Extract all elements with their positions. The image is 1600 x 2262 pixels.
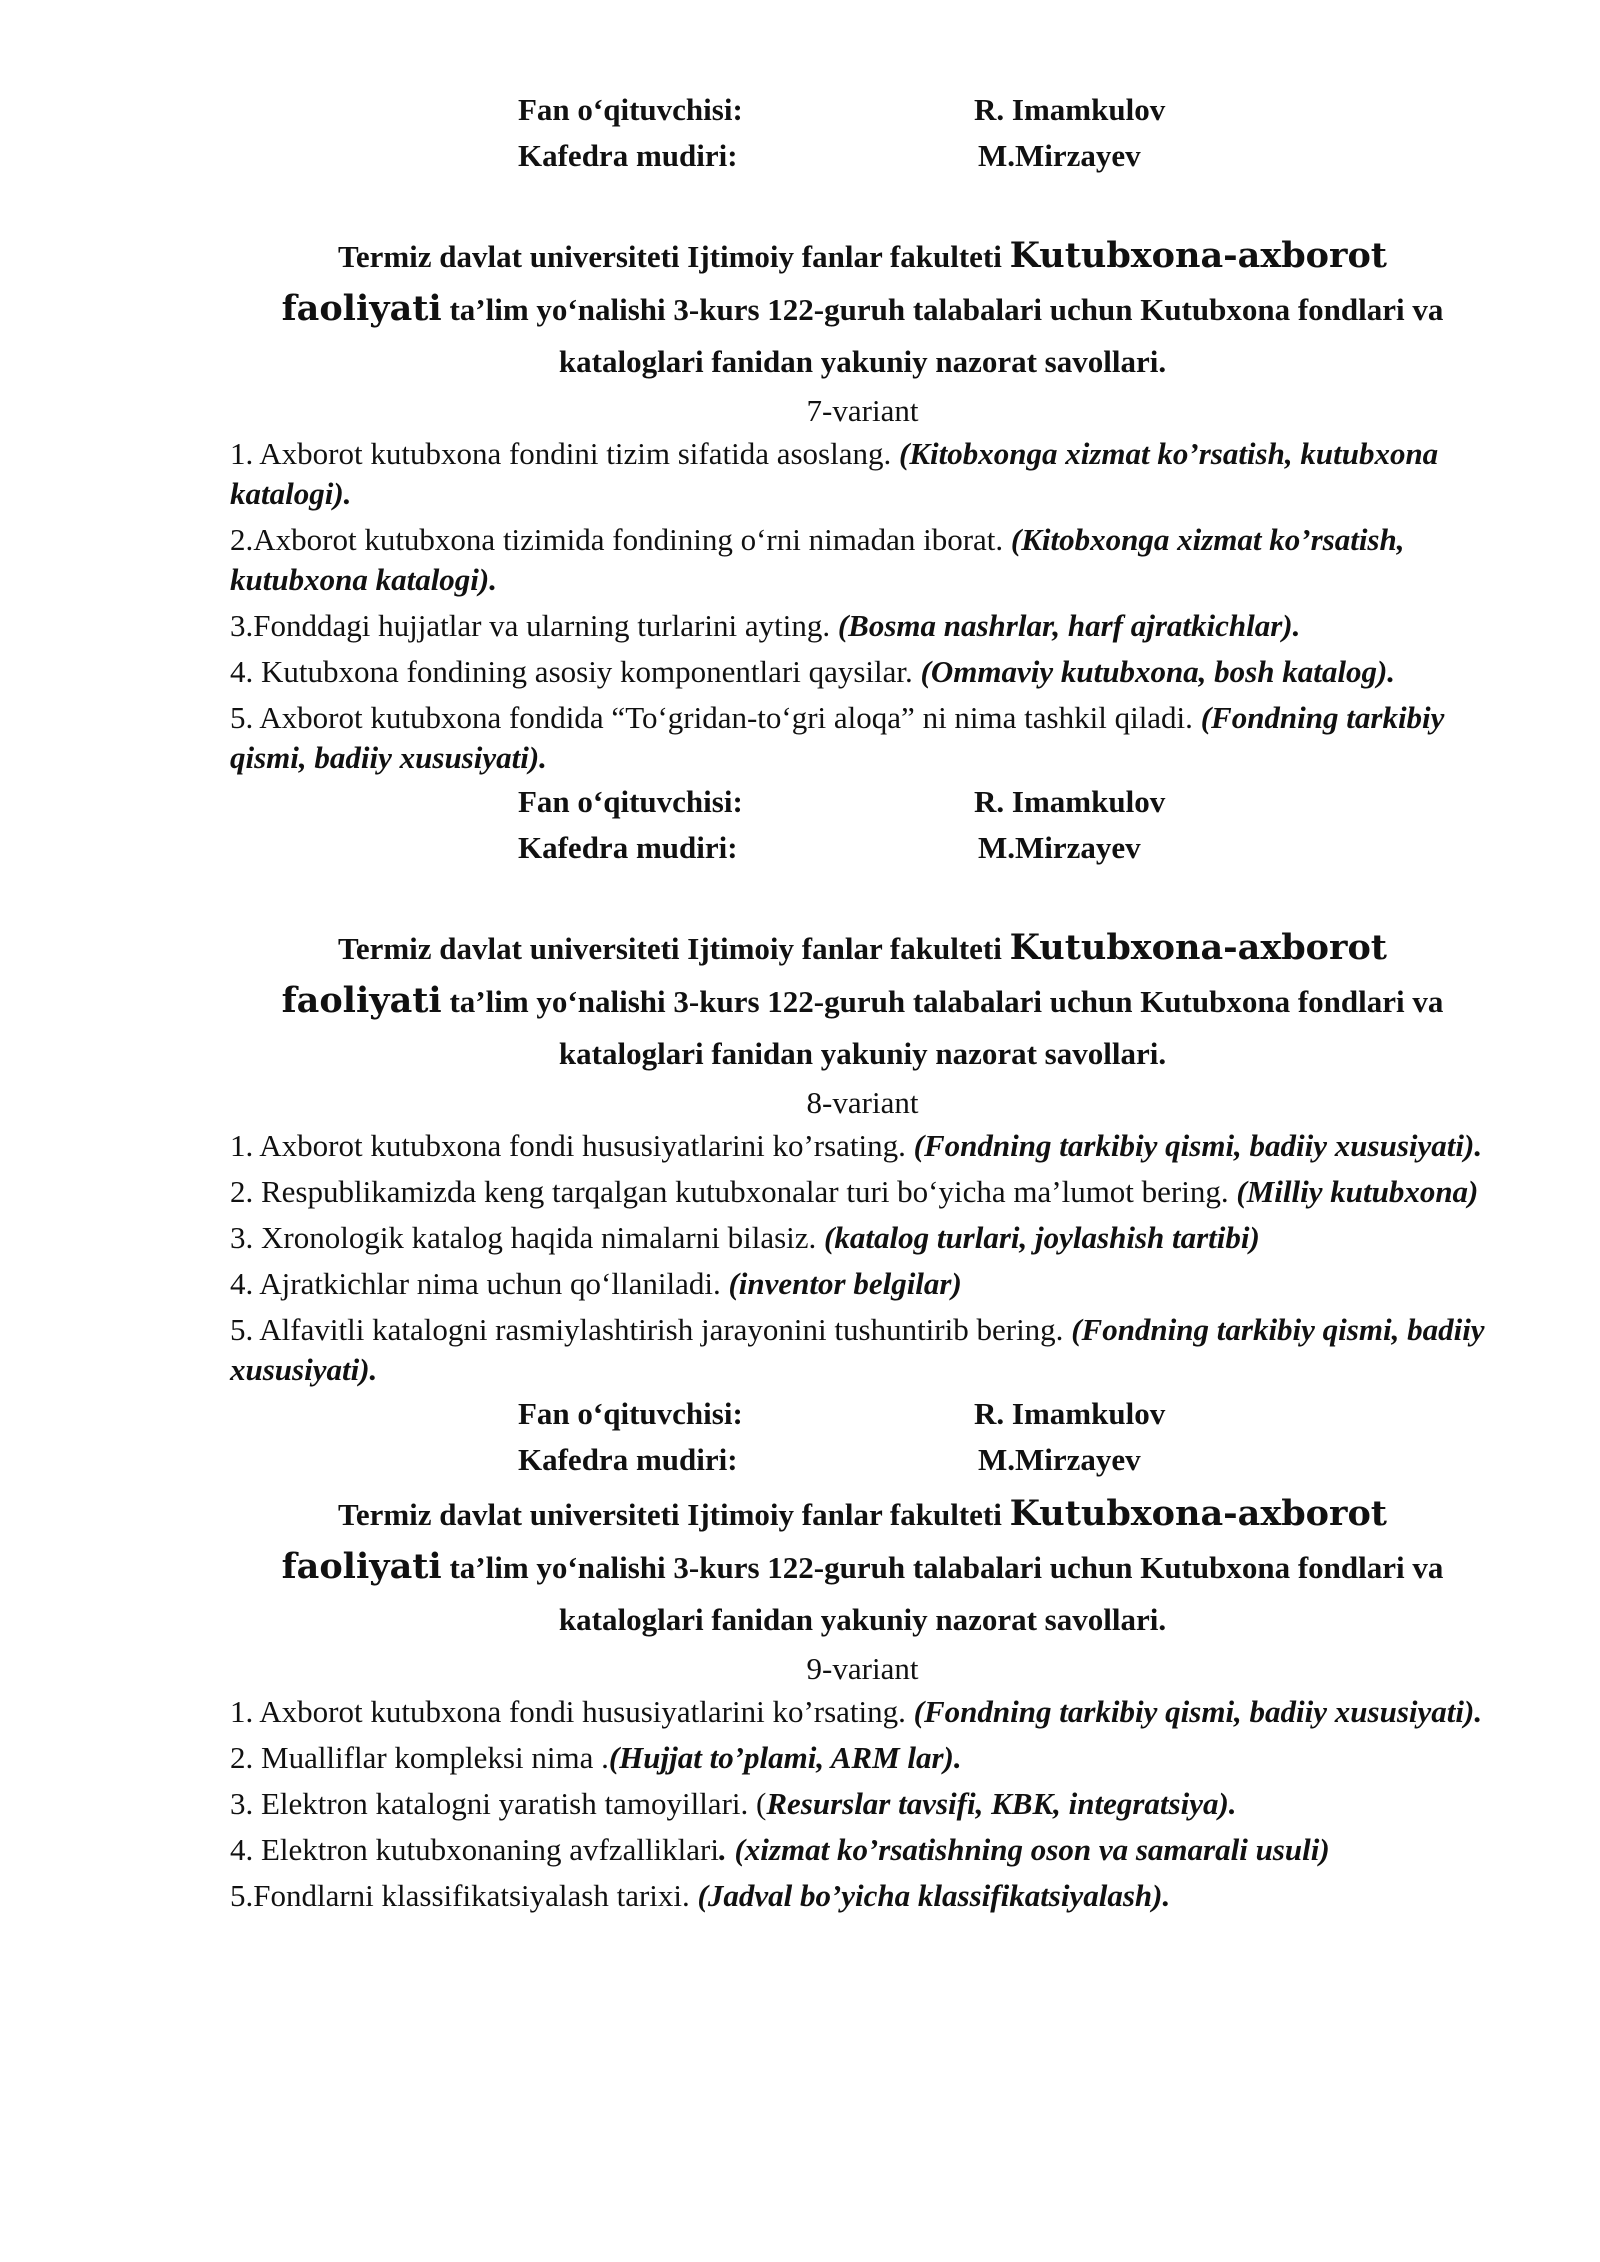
question-item: 4. Ajratkichlar nima uchun qo‘llaniladi. (inventor belgilar) xyxy=(230,1266,962,1301)
question-item: 5. Axborot kutubxona fondida “To‘gridan-to‘gri aloqa” ni nima tashkil qiladi. (Fondning tarkibiy qismi, badiiy xususiyati). xyxy=(230,700,1445,775)
variant-title: 7-variant xyxy=(806,393,919,428)
signature-teacher xyxy=(230,92,1495,138)
question-item: 1. Axborot kutubxona fondi hususiyatlarini ko’rsating. (Fondning tarkibiy qismi, badiiy xususiyati). xyxy=(230,1128,1483,1163)
head-role-label: Kafedra mudiri: xyxy=(518,138,738,173)
question-item: 2.Axborot kutubxona tizimida fondining o‘rni nimadan iborat. (Kitobxonga xizmat ko’rsatish, kutubxona katalogi). xyxy=(230,522,1405,597)
teacher-role-label: Fan o‘qituvchisi: xyxy=(518,1396,743,1431)
question-item: 4. Elektron kutubxonaning avfzalliklari. (xizmat ko’rsatishning oson va samarali usuli) xyxy=(230,1832,1330,1867)
signature-head xyxy=(230,1442,1495,1488)
question-item: 1. Axborot kutubxona fondini tizim sifatida asoslang. (Kitobxonga xizmat ko’rsatish, kutubxona katalogi). xyxy=(230,436,1439,511)
signature-head xyxy=(230,830,1495,876)
question-item: 4. Kutubxona fondining asosiy komponentlari qaysilar. (Ommaviy kutubxona, bosh katalog). xyxy=(230,654,1396,689)
question-item: 5. Alfavitli katalogni rasmiylashtirish jarayonini tushuntirib bering. (Fondning tarkibiy qismi, badiiy xususiyati). xyxy=(230,1312,1485,1387)
exam-heading: Termiz davlat universiteti Ijtimoiy fanlar fakulteti Kutubxona-axborot faoliyati ta’lim yo‘nalishi 3-kurs 122-guruh talabalari uchun Kutubxona fondlari va kataloglari fanidan yakuniy nazorat savollari. xyxy=(281,927,1444,1071)
question-item: 3. Xronologik katalog haqida nimalarni bilasiz. (katalog turlari, joylashish tartibi) xyxy=(230,1220,1260,1255)
teacher-name: R. Imamkulov xyxy=(974,784,1166,819)
teacher-role-label: Fan o‘qituvchisi: xyxy=(518,784,743,819)
exam-heading: Termiz davlat universiteti Ijtimoiy fanlar fakulteti Kutubxona-axborot faoliyati ta’lim yo‘nalishi 3-kurs 122-guruh talabalari uchun Kutubxona fondlari va kataloglari fanidan yakuniy nazorat savollari. xyxy=(281,1493,1444,1637)
signature-teacher xyxy=(230,784,1495,830)
variant-title: 9-variant xyxy=(806,1651,919,1686)
head-name: M.Mirzayev xyxy=(978,830,1141,865)
question-item: 2. Respublikamizda keng tarqalgan kutubxonalar turi bo‘yicha ma’lumot bering. (Milliy kutubxona) xyxy=(230,1174,1479,1209)
signature-head xyxy=(230,138,1495,184)
document-page xyxy=(230,92,1495,1922)
exam-heading: Termiz davlat universiteti Ijtimoiy fanlar fakulteti Kutubxona-axborot faoliyati ta’lim yo‘nalishi 3-kurs 122-guruh talabalari uchun Kutubxona fondlari va kataloglari fanidan yakuniy nazorat savollari. xyxy=(281,235,1444,379)
teacher-name: R. Imamkulov xyxy=(974,92,1166,127)
head-name: M.Mirzayev xyxy=(978,138,1141,173)
question-item: 1. Axborot kutubxona fondi hususiyatlarini ko’rsating. (Fondning tarkibiy qismi, badiiy xususiyati). xyxy=(230,1694,1483,1729)
variant-title: 8-variant xyxy=(806,1085,919,1120)
head-role-label: Kafedra mudiri: xyxy=(518,830,738,865)
teacher-role-label: Fan o‘qituvchisi: xyxy=(518,92,743,127)
head-name: M.Mirzayev xyxy=(978,1442,1141,1477)
question-item: 5.Fondlarni klassifikatsiyalash tarixi. (Jadval bo’yicha klassifikatsiyalash). xyxy=(230,1878,1171,1913)
question-item: 3.Fonddagi hujjatlar va ularning turlarini ayting. (Bosma nashrlar, harf ajratkichlar). xyxy=(230,608,1301,643)
question-item: 2. Mualliflar kompleksi nima .(Hujjat to’plami, ARM lar). xyxy=(230,1740,962,1775)
head-role-label: Kafedra mudiri: xyxy=(518,1442,738,1477)
question-item: 3. Elektron katalogni yaratish tamoyillari. (Resurslar tavsifi, KBK, integratsiya). xyxy=(230,1786,1237,1821)
signature-teacher xyxy=(230,1396,1495,1442)
teacher-name: R. Imamkulov xyxy=(974,1396,1166,1431)
